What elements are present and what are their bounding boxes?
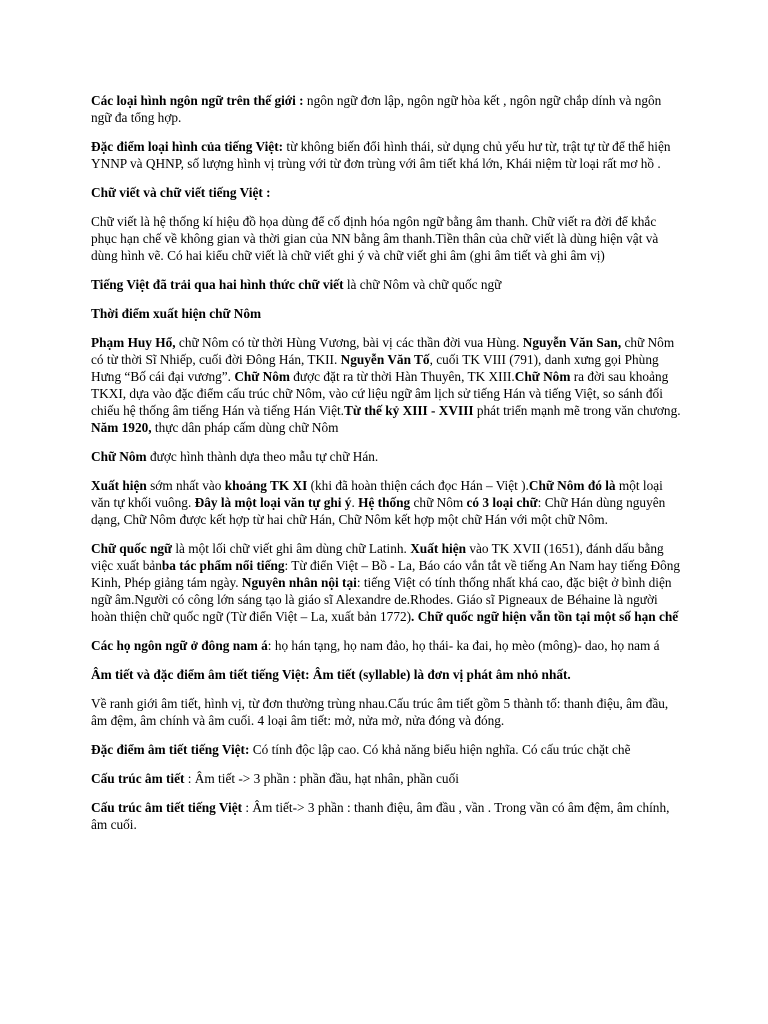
paragraph bbox=[91, 477, 681, 528]
bold-text-run: Âm tiết và đặc điểm âm tiết tiếng Việt: Âm tiết (syllable) là đơn vị phát âm nhỏ nhất. bbox=[91, 667, 571, 682]
bold-text-run: Từ thế kỷ XIII - XVIII bbox=[344, 403, 474, 418]
paragraph bbox=[91, 276, 681, 293]
bold-text-run: Các loại hình ngôn ngữ trên thế giới : bbox=[91, 93, 304, 108]
text-run: thực dân pháp cấm dùng chữ Nôm bbox=[151, 420, 339, 435]
paragraph bbox=[91, 213, 681, 264]
bold-text-run: Năm 1920, bbox=[91, 420, 152, 435]
bold-text-run: Chữ quốc ngữ bbox=[91, 541, 172, 556]
text-run: là chữ Nôm và chữ quốc ngữ bbox=[343, 277, 502, 292]
text-run: Có tính độc lập cao. Có khả năng biểu hiện nghĩa. Có cấu trúc chặt chẽ bbox=[249, 742, 631, 757]
text-run: : tiếng Việt có tính thống nhất khá cao, đặc biệt ở bình diện ngữ âm.Người có công lớn sáng tạo là giáo sĩ Alexandre de.Rhodes. Giáo sĩ Pigneaux de Béhaine là người hoàn thiện chữ quốc ngữ (Từ điển Việt – La, xuất bản 1772) bbox=[91, 575, 672, 624]
text-run: vào TK XVII (1651), đánh dấu bằng việc xuất bản bbox=[91, 541, 664, 573]
text-run: được hình thành dựa theo mẫu tự chữ Hán. bbox=[146, 449, 379, 464]
paragraph bbox=[91, 92, 681, 126]
paragraph bbox=[91, 305, 681, 322]
text-run: : Chữ Hán dùng nguyên dạng, Chữ Nôm được kết hợp từ hai chữ Hán, Chữ Nôm kết hợp một chữ Hán với một chữ Nôm. bbox=[91, 495, 666, 527]
bold-text-run: Đặc điểm loại hình của tiếng Việt: bbox=[91, 139, 284, 154]
text-run: chữ Nôm có từ thời Hùng Vương, bài vị các thần đời vua Hùng. bbox=[175, 335, 523, 350]
bold-text-run: Chữ viết và chữ viết tiếng Việt : bbox=[91, 185, 271, 200]
bold-text-run: Chữ Nôm bbox=[514, 369, 571, 384]
bold-text-run: khoảng TK XI bbox=[224, 478, 308, 493]
text-run: một loại văn tự khối vuông. bbox=[91, 478, 663, 510]
paragraph bbox=[91, 138, 681, 172]
text-run: : Âm tiết-> 3 phần : thanh điệu, âm đầu , vần . Trong vần có âm đệm, âm chính, âm cuối. bbox=[91, 800, 670, 832]
bold-text-run: Cấu trúc âm tiết bbox=[91, 771, 185, 786]
bold-text-run: Phạm Huy Hổ, bbox=[91, 335, 176, 350]
paragraph bbox=[91, 540, 681, 625]
text-run: được đặt ra từ thời Hàn Thuyên, TK XIII. bbox=[289, 369, 515, 384]
bold-text-run: Chữ Nôm bbox=[91, 449, 147, 464]
text-run: . bbox=[351, 495, 359, 510]
bold-text-run: Nguyễn Văn San, bbox=[522, 335, 622, 350]
paragraph bbox=[91, 184, 681, 201]
text-run: , cuối TK VIII (791), danh xưng gọi Phùng Hưng “Bố cái đại vương”. bbox=[91, 352, 659, 384]
text-run: : Từ điển Việt – Bồ - La, Báo cáo vắn tắt về tiếng An Nam hay tiếng Đông Kinh, Phép giảng tám ngày. bbox=[91, 558, 681, 590]
text-run: ngôn ngữ đơn lập, ngôn ngữ hòa kết , ngôn ngữ chắp dính và ngôn ngữ đa tổng hợp. bbox=[91, 93, 662, 125]
text-run: sớm nhất vào bbox=[146, 478, 225, 493]
paragraph bbox=[91, 799, 681, 833]
bold-text-run: có 3 loại chữ bbox=[466, 495, 538, 510]
bold-text-run: Đây là một loại văn tự ghi ý bbox=[194, 495, 352, 510]
text-run: Chữ viết là hệ thống kí hiệu đồ họa dùng để cố định hóa ngôn ngữ bằng âm thanh. Chữ viết ra đời để khắc phục hạn chế về không gian và thời gian của NN bằng âm thanh.Tiền thân của chữ viết là dùng hiện vật và dùng hình vẽ. Có hai kiểu chữ viết là chữ viết ghi ý và chữ viết ghi âm (ghi âm tiết và ghi âm vị) bbox=[91, 214, 659, 263]
bold-text-run: . Chữ quốc ngữ hiện vẫn tồn tại một số hạn chế bbox=[411, 609, 679, 624]
bold-text-run: Hệ thống bbox=[358, 495, 411, 510]
text-run: chữ Nôm bbox=[410, 495, 467, 510]
text-run: : Âm tiết -> 3 phần : phần đầu, hạt nhân, phần cuối bbox=[184, 771, 459, 786]
bold-text-run: Các họ ngôn ngữ ở đông nam á bbox=[91, 638, 268, 653]
bold-text-run: Chữ Nôm bbox=[234, 369, 290, 384]
text-run: : họ hán tạng, họ nam đảo, họ thái- ka đai, họ mèo (mông)- dao, họ nam á bbox=[267, 638, 660, 653]
text-run: từ không biến đổi hình thái, sử dụng chủ yếu hư từ, trật tự từ để thể hiện YNNP và QHNP, số lượng hình vị trùng với từ đơn trùng với âm tiết khá lớn, Khái niệm từ loại rất mơ hồ . bbox=[91, 139, 671, 171]
paragraph bbox=[91, 695, 681, 729]
paragraph bbox=[91, 448, 681, 465]
bold-text-run: Nguyên nhân nội tại bbox=[241, 575, 357, 590]
paragraph bbox=[91, 770, 681, 787]
bold-text-run: Tiếng Việt đã trải qua hai hình thức chữ viết bbox=[91, 277, 344, 292]
paragraph bbox=[91, 334, 681, 436]
bold-text-run: Xuất hiện bbox=[91, 478, 147, 493]
bold-text-run: Chữ Nôm đó là bbox=[528, 478, 616, 493]
document-body bbox=[91, 92, 681, 845]
text-run: Về ranh giới âm tiết, hình vị, từ đơn thường trùng nhau.Cấu trúc âm tiết gồm 5 thành tố: thanh điệu, âm đầu, âm đệm, âm chính và âm cuối. 4 loại âm tiết: mở, nửa mở, nửa đóng và đóng. bbox=[91, 696, 669, 728]
bold-text-run: Đặc điểm âm tiết tiếng Việt: bbox=[91, 742, 250, 757]
bold-text-run: Xuất hiện bbox=[410, 541, 466, 556]
paragraph bbox=[91, 637, 681, 654]
text-run: chữ Nôm có từ thời Sĩ Nhiếp, cuối đời Đông Hán, TKII. bbox=[91, 335, 675, 367]
text-run: (khi đã hoàn thiện cách đọc Hán – Việt ). bbox=[307, 478, 529, 493]
bold-text-run: Thời điểm xuất hiện chữ Nôm bbox=[91, 306, 262, 321]
text-run: là một lối chữ viết ghi âm dùng chữ Latinh. bbox=[172, 541, 411, 556]
bold-text-run: Cấu trúc âm tiết tiếng Việt bbox=[91, 800, 243, 815]
text-run: phát triển mạnh mẽ trong văn chương. bbox=[473, 403, 681, 418]
bold-text-run: ba tác phẩm nổi tiếng bbox=[161, 558, 285, 573]
paragraph bbox=[91, 666, 681, 683]
bold-text-run: Nguyễn Văn Tố bbox=[340, 352, 430, 367]
paragraph bbox=[91, 741, 681, 758]
text-run: ra đời sau khoảng TKXI, dựa vào đặc điểm cấu trúc chữ Nôm, vào cứ liệu ngữ âm lịch sử tiếng Hán và tiếng Việt, so sánh đối chiếu hệ thống âm tiếng Hán và tiếng Hán Việt. bbox=[91, 369, 669, 418]
